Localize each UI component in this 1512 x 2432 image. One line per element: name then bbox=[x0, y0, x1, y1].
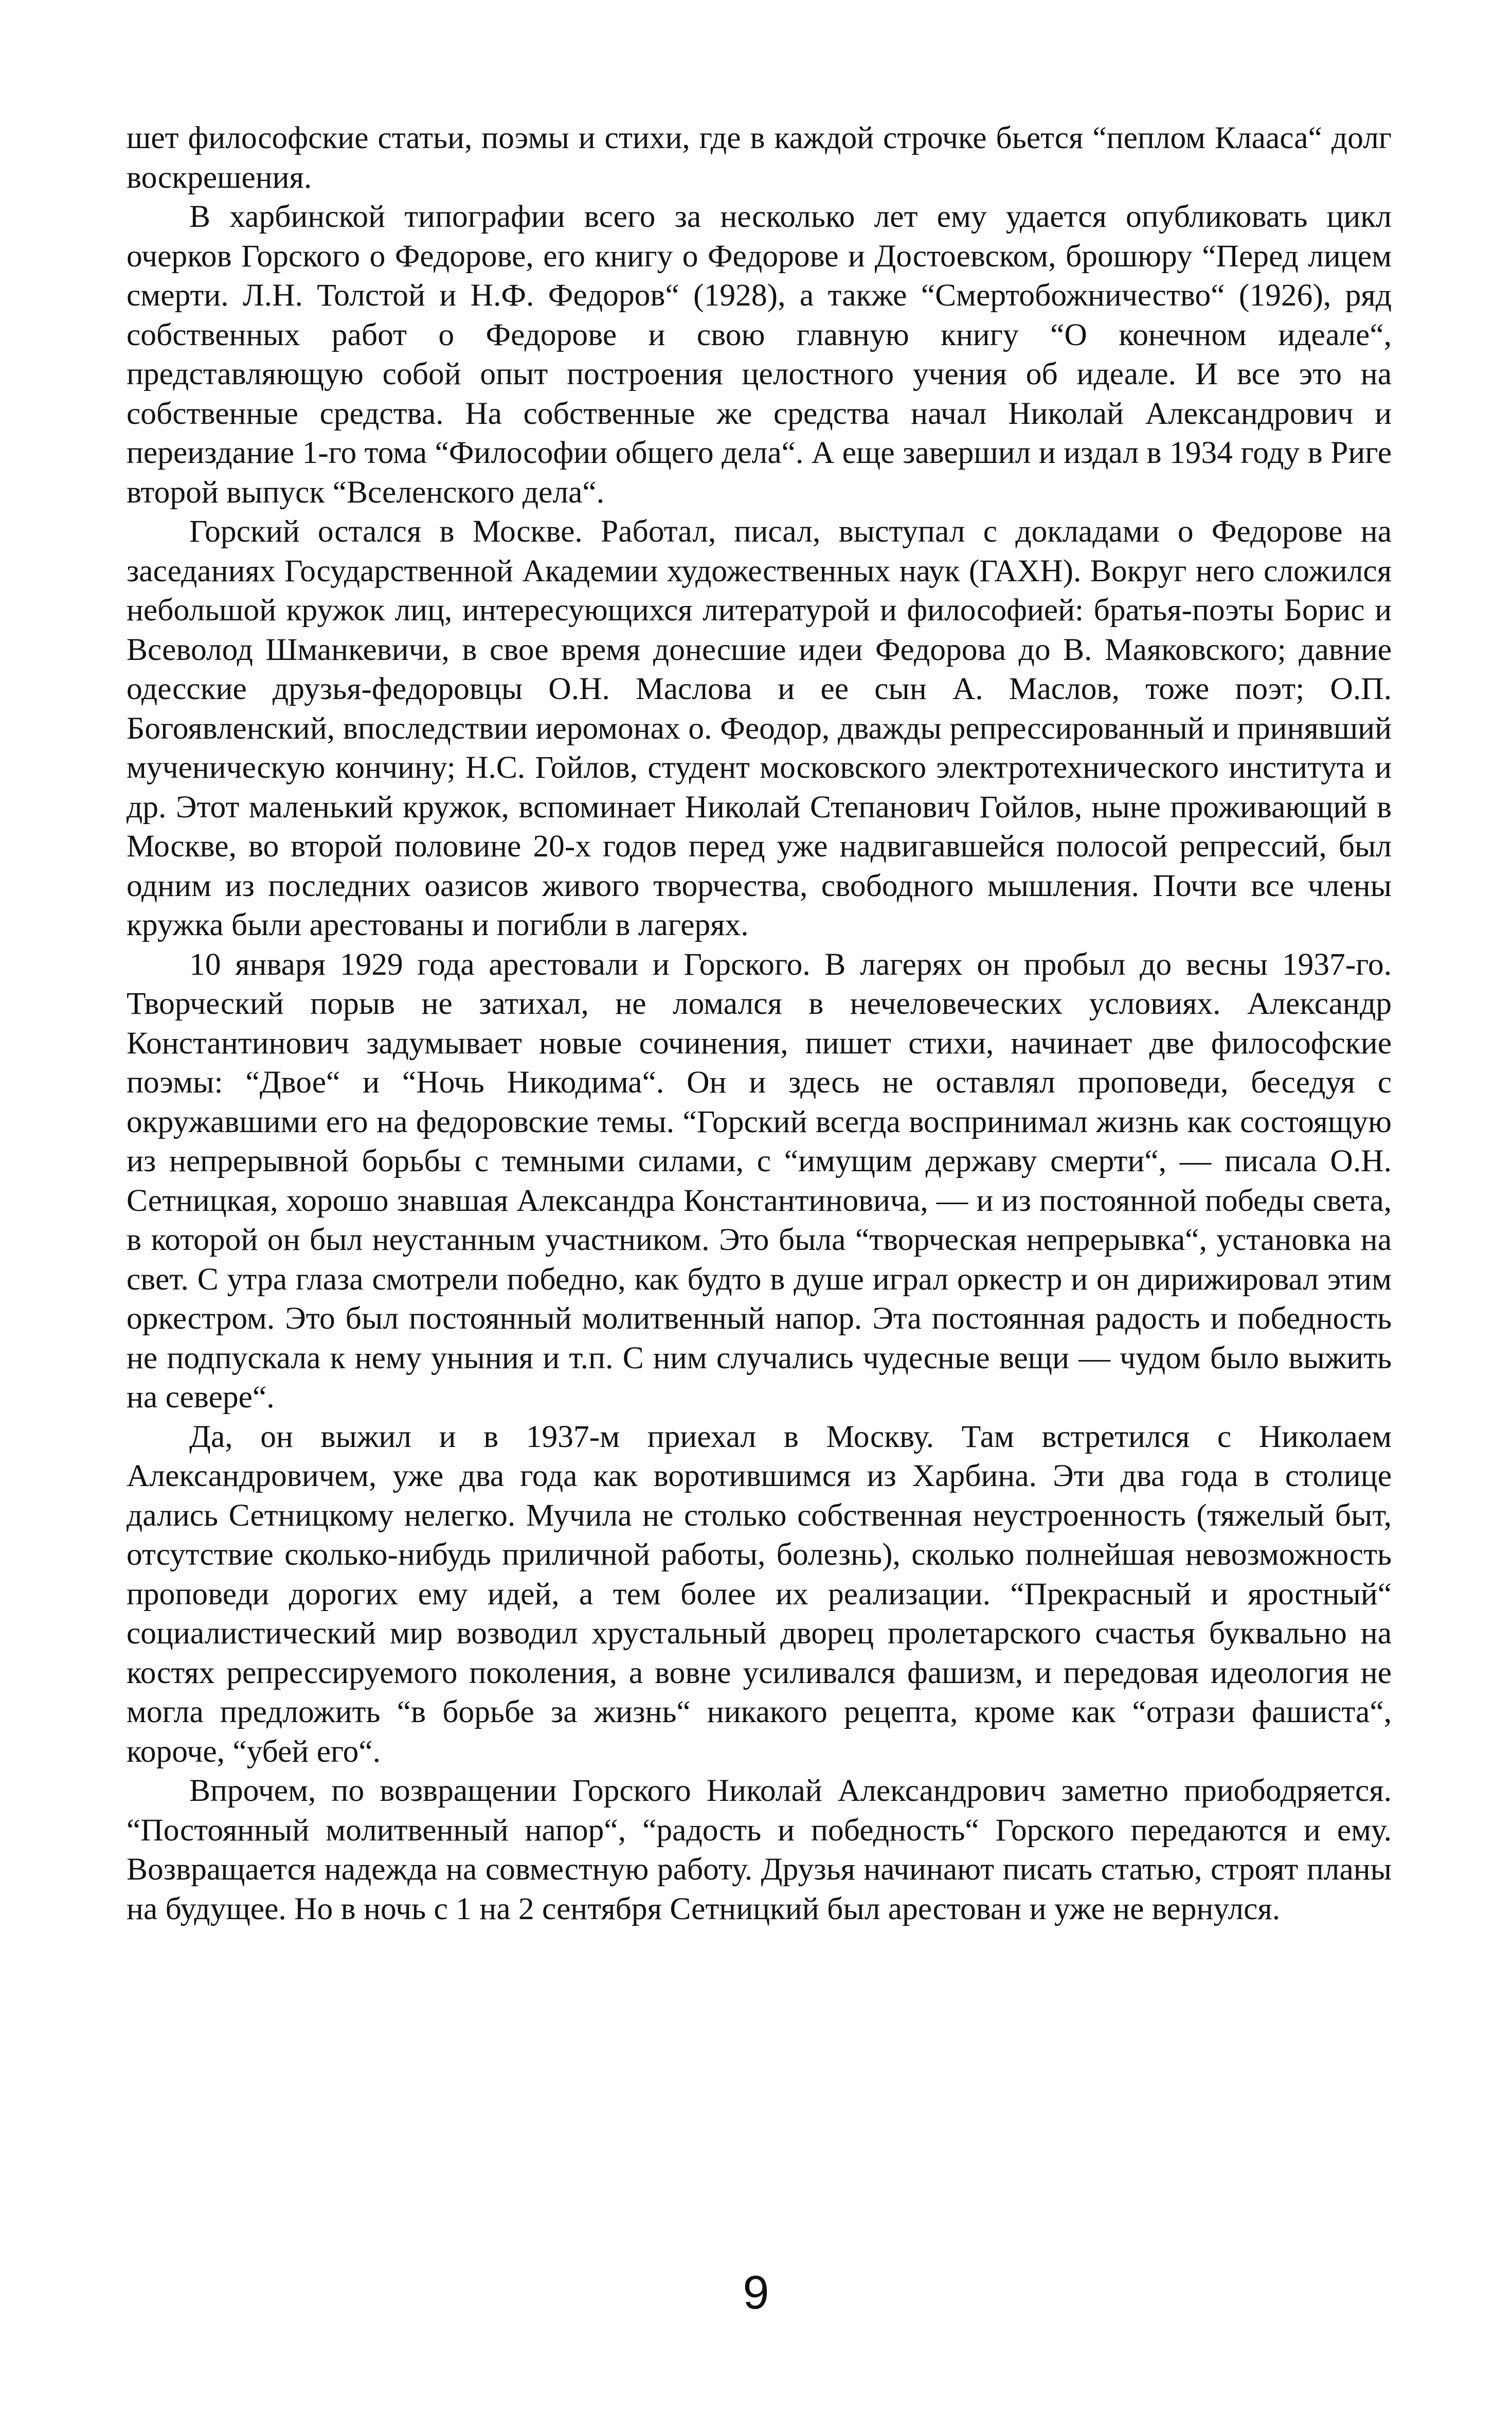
paragraph-5: Да, он выжил и в 1937-м приехал в Москву. Там встретился с Николаем Александровичем, уже два года как воротившимся из Харбина. Эти два года в столице дались Сетницкому нелегко. Мучила не столько собственная неустроенность (тяжелый быт, отсутствие сколько-нибудь приличной работы, болезнь), сколько полнейшая невозможность проповеди дорогих ему идей, а тем более их реализации. “Прекрасный и яростный“ социалистический мир возводил хрустальный дворец пролетарского счастья буквально на костях репрессируемого поколения, а вовне усиливался фашизм, и передовая идеология не могла предложить “в борьбе за жизнь“ никакого рецепта, кроме как “отрази фашиста“, короче, “убей его“. bbox=[127, 1419, 1392, 1769]
paragraph-4: 10 января 1929 года арестовали и Горского. В лагерях он пробыл до весны 1937-го. Творческий порыв не затихал, не ломался в нечеловеческих условиях. Александр Константинович задумывает новые сочинения, пишет стихи, начинает две философские поэмы: “Двое“ и “Ночь Никодима“. Он и здесь не оставлял проповеди, беседуя с окружавшими его на федоровские темы. “Горский всегда воспринимал жизнь как состоящую из непрерывной борьбы с темными силами, с “имущим державу смерти“, — писала О.Н. Сетницкая, хорошо знавшая Александра Константиновича, — и из постоянной победы света, в которой он был неустанным участником. Это была “творческая непрерывка“, установка на свет. С утра глаза смотрели победно, как будто в душе играл оркестр и он дирижировал этим оркестром. Это был постоянный молитвенный напор. Эта постоянная радость и победность не подпускала к нему уныния и т.п. С ним случались чудесные вещи — чудом было выжить на севере“. bbox=[127, 946, 1392, 1415]
paragraph-1: шет философские статьи, поэмы и стихи, где в каждой строчке бьется “пеплом Клааса“ долг воскрешения. bbox=[127, 120, 1392, 195]
paragraph-6: Впрочем, по возвращении Горского Николай Александрович заметно приободряется. “Постоянный молитвенный напор“, “радость и победность“ Горского передаются и ему. Возвращается надежда на совместную работу. Друзья начинают писать статью, строят планы на будущее. Но в ночь с 1 на 2 сентября Сетницкий был арестован и уже не вернулся. bbox=[127, 1773, 1392, 1926]
page-body bbox=[127, 118, 1392, 1928]
page-number: 9 bbox=[743, 2266, 769, 2319]
paragraph-2: В харбинской типографии всего за несколько лет ему удается опубликовать цикл очерков Горского о Федорове, его книгу о Федорове и Достоевском, брошюру “Перед лицем смерти. Л.Н. Толстой и Н.Ф. Федоров“ (1928), а также “Смертобожничество“ (1926), ряд собственных работ о Федорове и свою главную книгу “О конечном идеале“, представляющую собой опыт построения целостного учения об идеале. И все это на собственные средства. На собственные же средства начал Николай Александрович и переиздание 1-го тома “Философии общего дела“. А еще завершил и издал в 1934 году в Риге второй выпуск “Вселенского дела“. bbox=[127, 199, 1392, 510]
paragraph-3: Горский остался в Москве. Работал, писал, выступал с докладами о Федорове на заседаниях Государственной Академии художественных наук (ГАХН). Вокруг него сложился небольшой кружок лиц, интересующихся литературой и философией: братья-поэты Борис и Всеволод Шманкевичи, в свое время донесшие идеи Федорова до В. Маяковского; давние одесские друзья-федоровцы О.Н. Маслова и ее сын А. Маслов, тоже поэт; О.П. Богоявленский, впоследствии иеромонах о. Феодор, дважды репрессированный и принявший мученическую кончину; Н.С. Гойлов, студент московского электротехнического института и др. Этот маленький кружок, вспоминает Николай Степанович Гойлов, ныне проживающий в Москве, во второй половине 20-х годов перед уже надвигавшейся полосой репрессий, был одним из последних оазисов живого творчества, свободного мышления. Почти все члены кружка были арестованы и погибли в лагерях. bbox=[127, 514, 1392, 942]
